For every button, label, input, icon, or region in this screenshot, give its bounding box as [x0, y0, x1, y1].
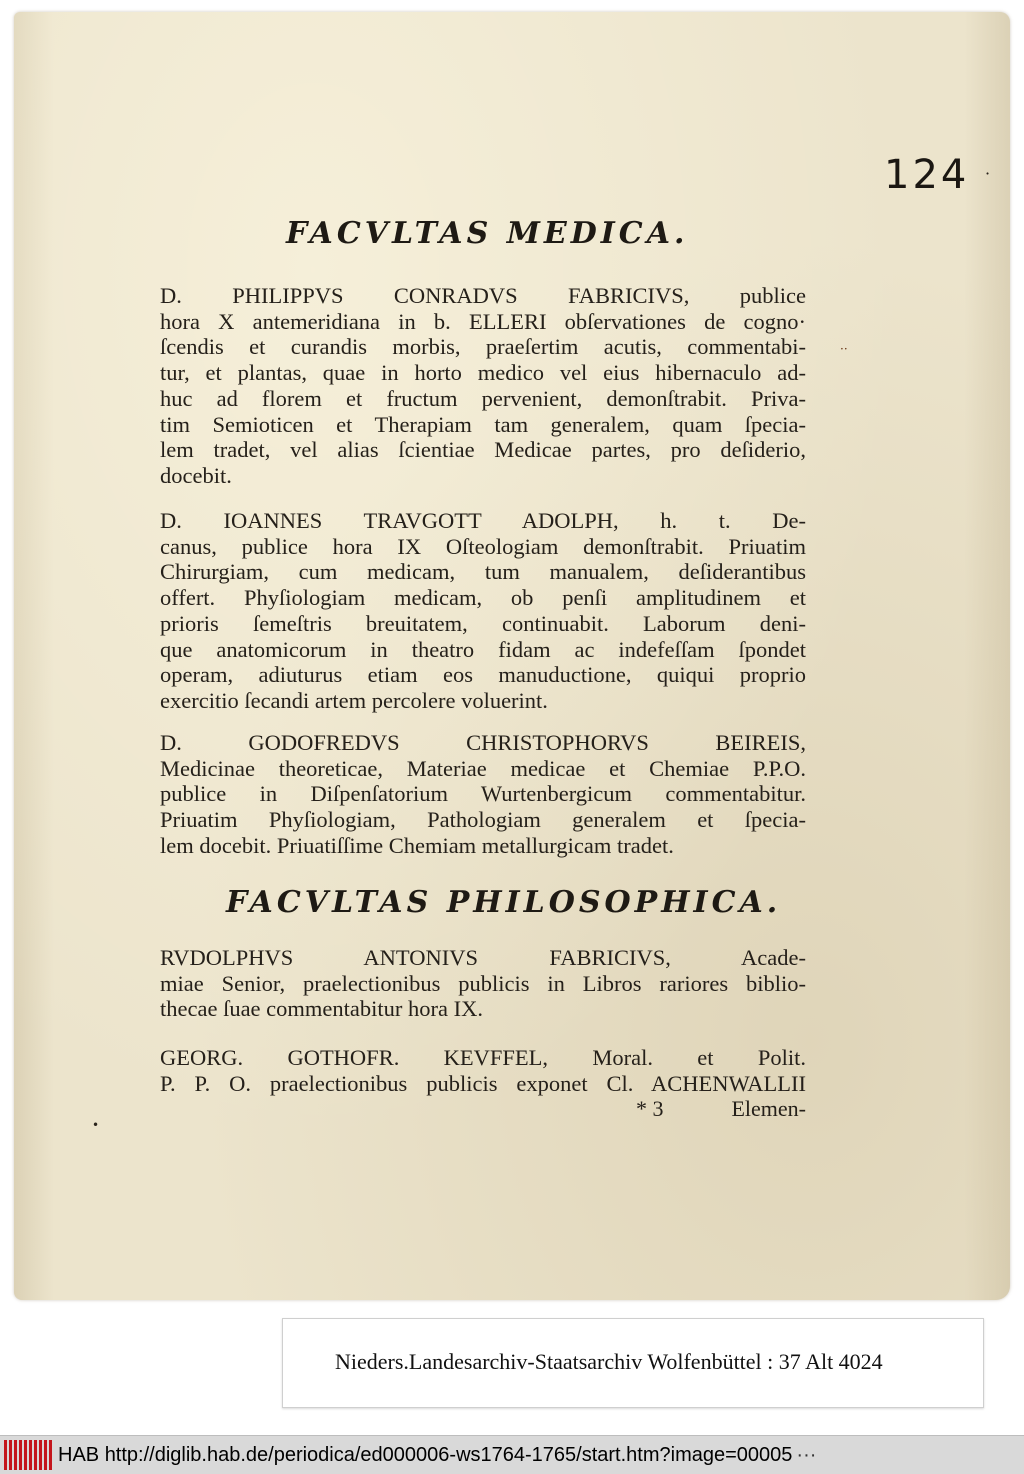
text-line: exercitio ſecandi artem percolere voluerint. — [160, 687, 548, 713]
text-line: huc ad florem et fructum pervenient, demonſtrabit. Priva- — [160, 385, 806, 411]
text-line: canus, publice hora IX Oſteologiam demonſtrabit. Priuatim — [160, 533, 806, 559]
text-line: D. IOANNES TRAVGOTT ADOLPH, h. t. De- — [160, 508, 806, 533]
text-line: ſcendis et curandis morbis, praeſertim acutis, commentabi- — [160, 334, 806, 360]
text-line: publice in Diſpenſatorium Wurtenbergicum commentabitur. — [160, 781, 806, 807]
entry-fabricius-philippus — [160, 283, 806, 489]
text-line: Medicinae theoreticae, Materiae medicae et Chemiae P.P.O. — [160, 755, 806, 781]
logo-text: HAB — [58, 1443, 100, 1466]
ink-speck-decoration: • — [92, 1118, 100, 1132]
text-line: lem tradet, vel alias ſcientiae Medicae partes, pro deſiderio, — [160, 437, 806, 463]
text-line: prioris ſemeſtris breuitatem, continuabit. Laborum deni- — [160, 610, 806, 636]
text-line: D. GODOFREDVS CHRISTOPHORVS BEIREIS, — [160, 730, 806, 755]
hab-logo-icon — [4, 1440, 52, 1470]
text-line: GEORG. GOTHOFR. KEVFFEL, Moral. et Polit. — [160, 1045, 806, 1070]
catchword: Elemen- — [731, 1096, 806, 1121]
text-line: tim Semioticen et Therapiam tam generalem, quam ſpecia- — [160, 411, 806, 437]
text-line: thecae ſuae commentabitur hora IX. — [160, 996, 483, 1022]
text-line: operam, adiuturus etiam eos manuductione, quiqui proprio — [160, 662, 806, 688]
text-line: tur, et plantas, quae in horto medico vel eius hibernaculo ad- — [160, 360, 806, 386]
text-line: hora X antemeridiana in b. ELLERI obſervationes de cogno· — [160, 308, 806, 334]
entry-fabricius-rudolphus — [160, 945, 806, 1022]
entry-beireis — [160, 730, 806, 859]
text-line: offert. Phyſiologiam medicam, ob penſi amplitudinem et — [160, 585, 806, 611]
text-line: Priuatim Phyſiologiam, Pathologiam generalem et ſpecia- — [160, 807, 806, 833]
text-line: D. PHILIPPVS CONRADVS FABRICIVS, publice — [160, 283, 806, 308]
archive-label — [282, 1318, 984, 1408]
more-icon[interactable]: ··· — [796, 1443, 817, 1466]
page-number: 124 — [884, 152, 970, 198]
archive-label-text: Nieders.Landesarchiv-Staatsarchiv Wolfenbüttel : 37 Alt 4024 — [335, 1349, 883, 1374]
text-line: Chirurgiam, cum medicam, tum manualem, deſiderantibus — [160, 559, 806, 585]
viewer-url-link[interactable] — [58, 1444, 792, 1467]
text-line: P. P. O. praelectionibus publicis exponet Cl. ACHENWALLII — [160, 1070, 806, 1096]
text-line: docebit. — [160, 462, 232, 488]
signature-mark: * 3 — [636, 1096, 664, 1121]
text-line: RVDOLPHVS ANTONIVS FABRICIVS, Acade- — [160, 945, 806, 970]
section-heading-philosophica: FACVLTAS PHILOSOPHICA. — [226, 885, 782, 920]
text-line: que anatomicorum in theatro fidam ac indefeſſam ſpondet — [160, 636, 806, 662]
text-line: lem docebit. Priuatiſſime Chemiam metallurgicam tradet. — [160, 832, 674, 858]
entry-keuffel — [160, 1045, 806, 1096]
page-number-mark: · — [985, 164, 991, 183]
ink-speck-decoration: ·· — [840, 342, 848, 356]
url-text: http://diglib.hab.de/periodica/ed000006-ws1764-1765/start.htm?image=00005 — [104, 1443, 793, 1466]
entry-adolph — [160, 508, 806, 714]
section-heading-medica: FACVLTAS MEDICA. — [286, 216, 689, 251]
viewer-url-bar — [0, 1435, 1024, 1474]
text-line: miae Senior, praelectionibus publicis in Libros rariores biblio- — [160, 970, 806, 996]
